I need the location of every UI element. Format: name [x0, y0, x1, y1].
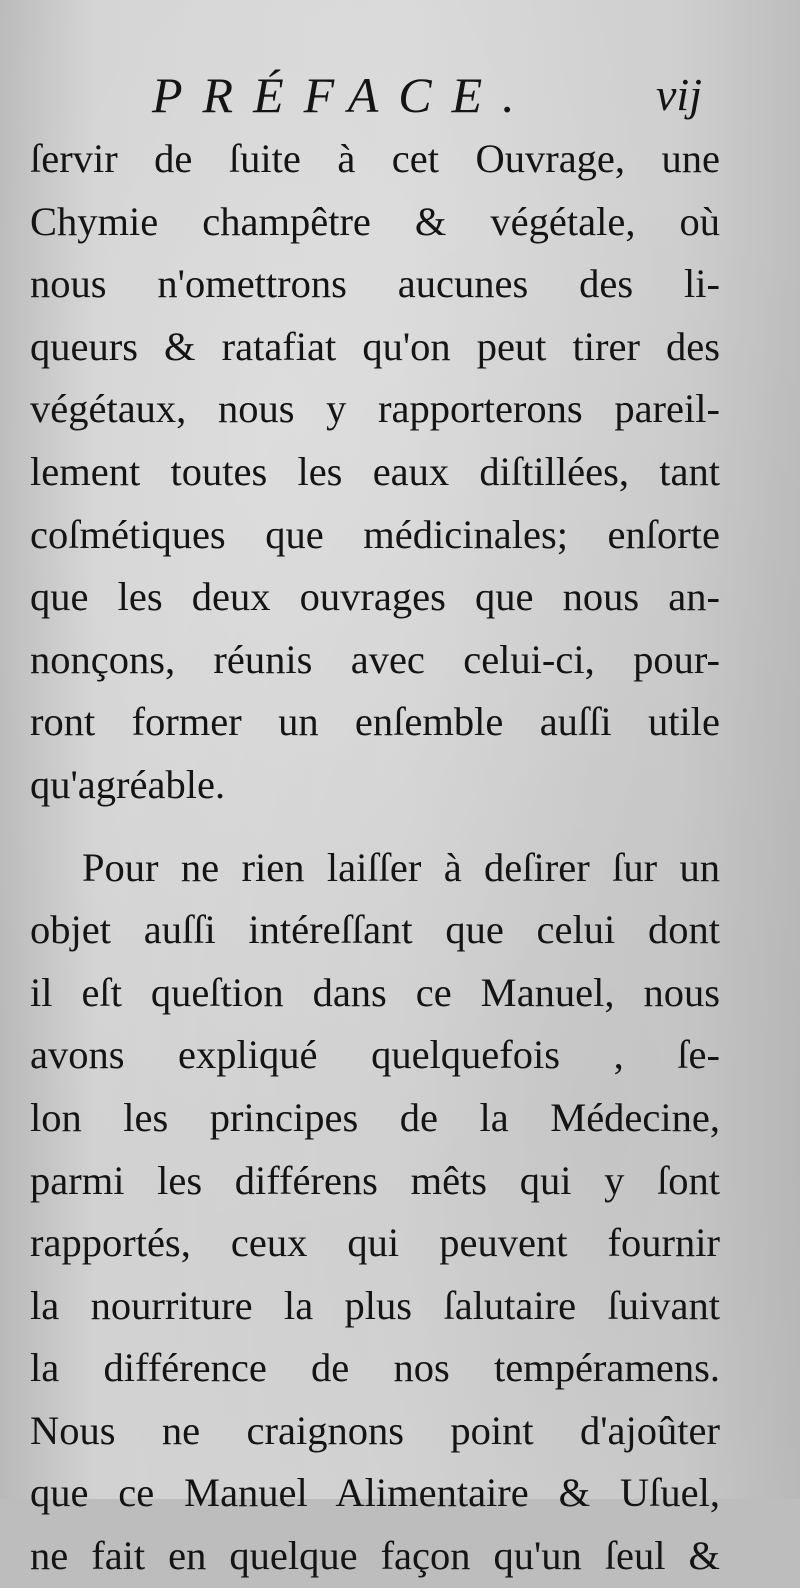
- text-line: Nous ne craignons point d'ajoûter: [30, 1407, 720, 1453]
- text-line: qu'agréable.: [30, 761, 226, 807]
- paragraph-2: [30, 837, 720, 1588]
- text-line: la différence de nos tempéramens.: [30, 1345, 720, 1391]
- page-header: [0, 60, 800, 130]
- text-line: lement toutes les eaux diſtillées, tant: [30, 448, 720, 494]
- text-line: parmi les différens mêts qui y ſont: [30, 1157, 720, 1203]
- body-text: [30, 128, 720, 1588]
- text-line: lon les principes de la Médecine,: [30, 1094, 720, 1140]
- text-line: ne fait en quelque façon qu'un ſeul &: [30, 1533, 720, 1579]
- text-line: coſmétiques que médicinales; enſorte: [30, 511, 720, 557]
- text-line: nonçons, réunis avec celui-ci, pour-: [30, 636, 720, 682]
- paragraph-1: [30, 128, 720, 817]
- text-line: que ce Manuel Alimentaire & Uſuel,: [30, 1470, 720, 1516]
- text-line: avons expliqué quelquefois , ſe-: [30, 1032, 720, 1078]
- text-line: objet auſſi intéreſſant que celui dont: [30, 907, 720, 953]
- text-line: il eſt queſtion dans ce Manuel, nous: [30, 969, 720, 1015]
- text-line: ront former un enſemble auſſi utile: [30, 699, 720, 745]
- running-title: PRÉFACE.: [152, 67, 535, 123]
- text-line: Pour ne rien laiſſer à deſirer ſur un: [82, 844, 720, 890]
- text-line: végétaux, nous y rapporterons pareil-: [30, 386, 720, 432]
- text-line: queurs & ratafiat qu'on peut tirer des: [30, 323, 720, 369]
- text-line: ſervir de ſuite à cet Ouvrage, une: [30, 136, 720, 181]
- page-number: vij: [656, 69, 702, 120]
- text-line: que les deux ouvrages que nous an-: [30, 574, 720, 620]
- text-line: nous n'omettrons aucunes des li-: [30, 261, 720, 307]
- text-line: rapportés, ceux qui peuvent fournir: [30, 1220, 720, 1266]
- text-line: la nourriture la plus ſalutaire ſuivant: [30, 1282, 720, 1328]
- text-line: Chymie champêtre & végétale, où: [30, 198, 720, 244]
- paragraph-gap: [30, 817, 720, 837]
